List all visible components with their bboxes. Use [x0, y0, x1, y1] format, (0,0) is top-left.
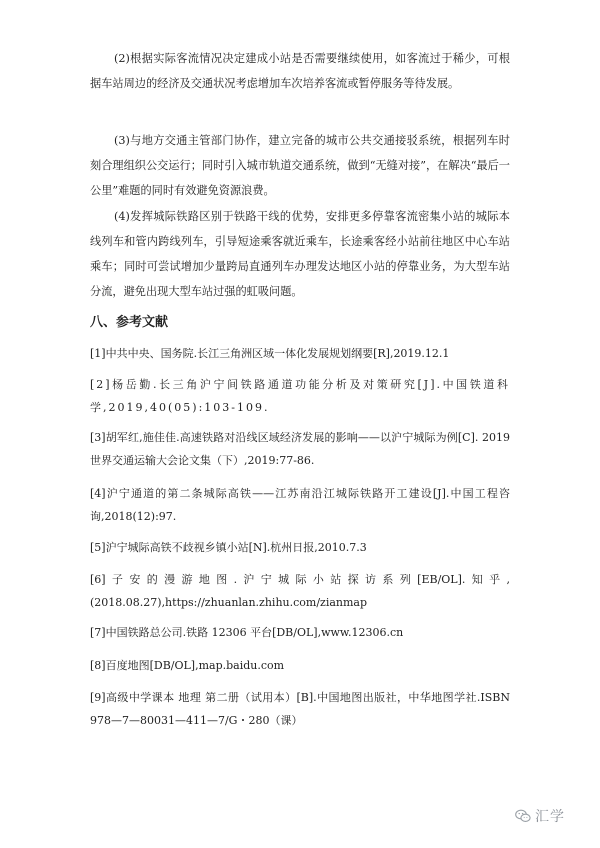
reference-6: [6]子安的漫游地图.沪宁城际小站探访系列[EB/OL].知乎,(2018.08.27),https://zhuanlan.zhihu.com/zianmap — [90, 573, 510, 609]
reference-1: [1]中共中央、国务院.长江三角洲区域一体化发展规划纲要[R],2019.12.1 — [90, 347, 450, 360]
reference-9: [9]高级中学课本 地理 第二册（试用本）[B].中国地图出版社，中华地图学社.ISBN 978—7—80031—411—7/G・280（课） — [90, 691, 510, 727]
reference-8: [8]百度地图[DB/OL],map.baidu.com — [90, 659, 285, 672]
reference-3: [3]胡军红,施佳佳.高速铁路对沿线区域经济发展的影响——以沪宁城际为例[C]. 2019 世界交通运输大会论文集（下）,2019:77-86. — [90, 431, 510, 467]
references-heading: 八、参考文献 — [90, 315, 169, 330]
reference-4: [4]沪宁通道的第二条城际高铁——江苏南沿江城际铁路开工建设[J].中国工程咨询,2018(12):97. — [90, 487, 510, 523]
reference-5: [5]沪宁城际高铁不歧视乡镇小站[N].杭州日报,2010.7.3 — [90, 541, 367, 554]
wechat-icon — [515, 809, 531, 823]
paragraph-2: (2)根据实际客流情况决定建成小站是否需要继续使用，如客流过于稀少，可根据车站周边的经济及交通状况考虑增加车次培养客流或暂停服务等待发展。 — [90, 52, 510, 90]
paragraph-3: (3)与地方交通主管部门协作，建立完备的城市公共交通接驳系统，根据列车时刻合理组织公交运行；同时引入城市轨道交通系统，做到“无缝对接”，在解决“最后一公里”难题的同时有效避免资源浪费。 — [90, 134, 510, 197]
reference-2: [2]杨岳勤.长三角沪宁间铁路通道功能分析及对策研究[J].中国铁道科学,2019,40(05):103-109. — [90, 378, 510, 414]
watermark-text: 汇学 — [535, 809, 565, 825]
reference-7: [7]中国铁路总公司.铁路 12306 平台[DB/OL],www.12306.cn — [90, 626, 404, 639]
watermark — [515, 806, 565, 826]
paragraph-4: (4)发挥城际铁路区别于铁路干线的优势，安排更多停靠客流密集小站的城际本线列车和管内跨线列车，引导短途乘客就近乘车，长途乘客经小站前往地区中心车站乘车；同时可尝试增加少量跨局直通列车办理发达地区小站的停靠业务，为大型车站分流，避免出现大型车站过强的虹吸问题。 — [90, 210, 510, 298]
